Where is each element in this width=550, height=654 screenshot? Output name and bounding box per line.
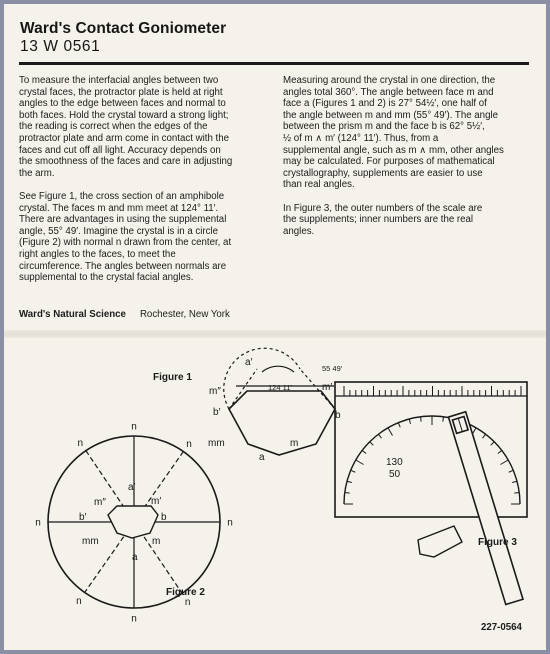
catalog-number: 13 W 0561 [20, 38, 101, 55]
fig1-label-b: b [335, 410, 341, 421]
catalog-code: 227-0564 [481, 622, 522, 633]
fig3-arc-tick [498, 450, 502, 453]
fig3-protractor-arc [344, 416, 520, 504]
fig2-label-b-prime: b′ [79, 512, 87, 523]
fig3-plate [335, 382, 527, 517]
company-name: Ward's Natural Science [19, 309, 126, 320]
fig1-angle-arc [262, 366, 294, 372]
fig3-arc-tick [483, 434, 486, 438]
fig3-outer-number: 130 [386, 457, 403, 468]
instruction-card [4, 4, 546, 650]
fig3-arc-tick [500, 460, 508, 465]
fig3-arc-tick [362, 450, 366, 453]
fig3-arc-tick [347, 481, 352, 482]
fig1-label-m-dprime: m″ [209, 386, 221, 397]
company-location: Rochester, New York [139, 309, 230, 320]
fig1-label-a-prime: a′ [245, 357, 253, 368]
fig1-label-a: a [259, 452, 265, 463]
fig2-label-mm: mm [82, 536, 99, 547]
fig3-arc-tick [509, 470, 514, 472]
figure-2 [48, 436, 220, 608]
fig3-arc-tick [356, 460, 364, 465]
fig2-label-m: m [152, 536, 161, 547]
page-title: Ward's Contact Goniometer [20, 20, 227, 37]
fig3-arc-tick [443, 417, 444, 422]
fig2-normal-label: n [186, 438, 192, 450]
fig3-arc-tick [512, 481, 517, 482]
fig1-dashed-arc [224, 348, 300, 409]
fig3-arc-tick [421, 417, 422, 422]
fig3-arc-tick [388, 428, 393, 436]
fig2-normal-label: n [76, 596, 82, 608]
fig1-crystal-outline [229, 391, 335, 455]
figure-1 [224, 348, 335, 455]
right-paragraph-1: Measuring around the crystal in one direction, the angles total 360°. The angle between face m and face a (Figures 1 and 2) is 27° 54½′, one half of the angle between m and mm (55° 49′). The angle between the prism m and the face b is 62° 5½′, ½ of m ∧ m′ (124° 11′). Thus, from a supplemental angle, such as m ∧ mm, other angles may be calculated. For purposes of mathematical crystallography, supplements are easier to use than real angles. [283, 75, 504, 191]
figures [4, 4, 546, 650]
fig2-label-a-prime: a′ [128, 482, 136, 493]
figure-1-caption: Figure 1 [153, 372, 192, 383]
fig1-inner-angle: 124 11′ [268, 383, 292, 392]
fig1-outer-angle: 55 49′ [322, 364, 343, 373]
fig3-arc-tick [370, 442, 374, 446]
figure-3 [335, 382, 527, 605]
fig3-arc-tick [345, 493, 350, 494]
fig1-dashed-line-left [229, 369, 257, 409]
fig2-label-m-prime: m′ [151, 496, 162, 507]
fig3-arm-body [448, 412, 523, 605]
fig2-label-a: a [132, 552, 138, 563]
fig2-label-b: b [161, 512, 167, 523]
fig3-arc-ticks [344, 416, 520, 504]
fig2-crystal [108, 506, 158, 538]
fig2-label-m-dprime: m″ [94, 497, 106, 508]
fig3-arc-tick [398, 423, 400, 428]
figure-2-caption: Figure 2 [166, 587, 205, 598]
fig2-normal-label: n [184, 597, 191, 609]
fig3-arm [448, 412, 523, 605]
right-paragraph-2: In Figure 3, the outer numbers of the scale are the supplements; inner numbers are the real angles. [283, 202, 483, 237]
fig2-normal-label: n [131, 421, 137, 433]
left-paragraph-1: To measure the interfacial angles between two crystal faces, the protractor plate is held at right angles to the edge between faces and normal to both faces. Hold the crystal toward a strong light; the reading is correct when the edges of the protractor plate and arm come in contact with the faces and cut off all light. Accuracy depends on the smoothness of the faces and care in adjusting the arm. [19, 75, 233, 179]
fig1-label-m-prime: m′ [322, 382, 333, 393]
fig2-normal-label: n [227, 517, 233, 529]
fig1-label-b-prime: b′ [213, 407, 221, 418]
fig1-label-mm: mm [208, 438, 225, 449]
fig3-top-ticks [344, 386, 521, 396]
figure-3-caption: Figure 3 [478, 537, 517, 548]
fig3-arc-tick [378, 434, 381, 438]
fig2-normal-label: n [131, 613, 137, 625]
fig3-arc-tick [409, 419, 410, 424]
fig2-normal-label: n [35, 517, 41, 529]
fig3-arc-tick [351, 470, 356, 472]
fig3-inner-number: 50 [389, 469, 401, 480]
fig2-normal-label: n [77, 437, 84, 449]
fig3-crystal [418, 526, 462, 557]
fig3-arc-tick [514, 493, 519, 494]
left-paragraph-2: See Figure 1, the cross section of an amphibole crystal. The faces m and mm meet at 124° 11′. There are advantages in using the supplemental angle, 55° 49′. Imagine the crystal is in a circle (Figure 2) with normal n drawn from the center, at right angles to the faces, to meet the circumference. The angles between normals are supplemental to the crystal facial angles. [19, 190, 232, 284]
fig1-label-m: m [290, 438, 299, 449]
fig3-arc-tick [491, 442, 495, 446]
